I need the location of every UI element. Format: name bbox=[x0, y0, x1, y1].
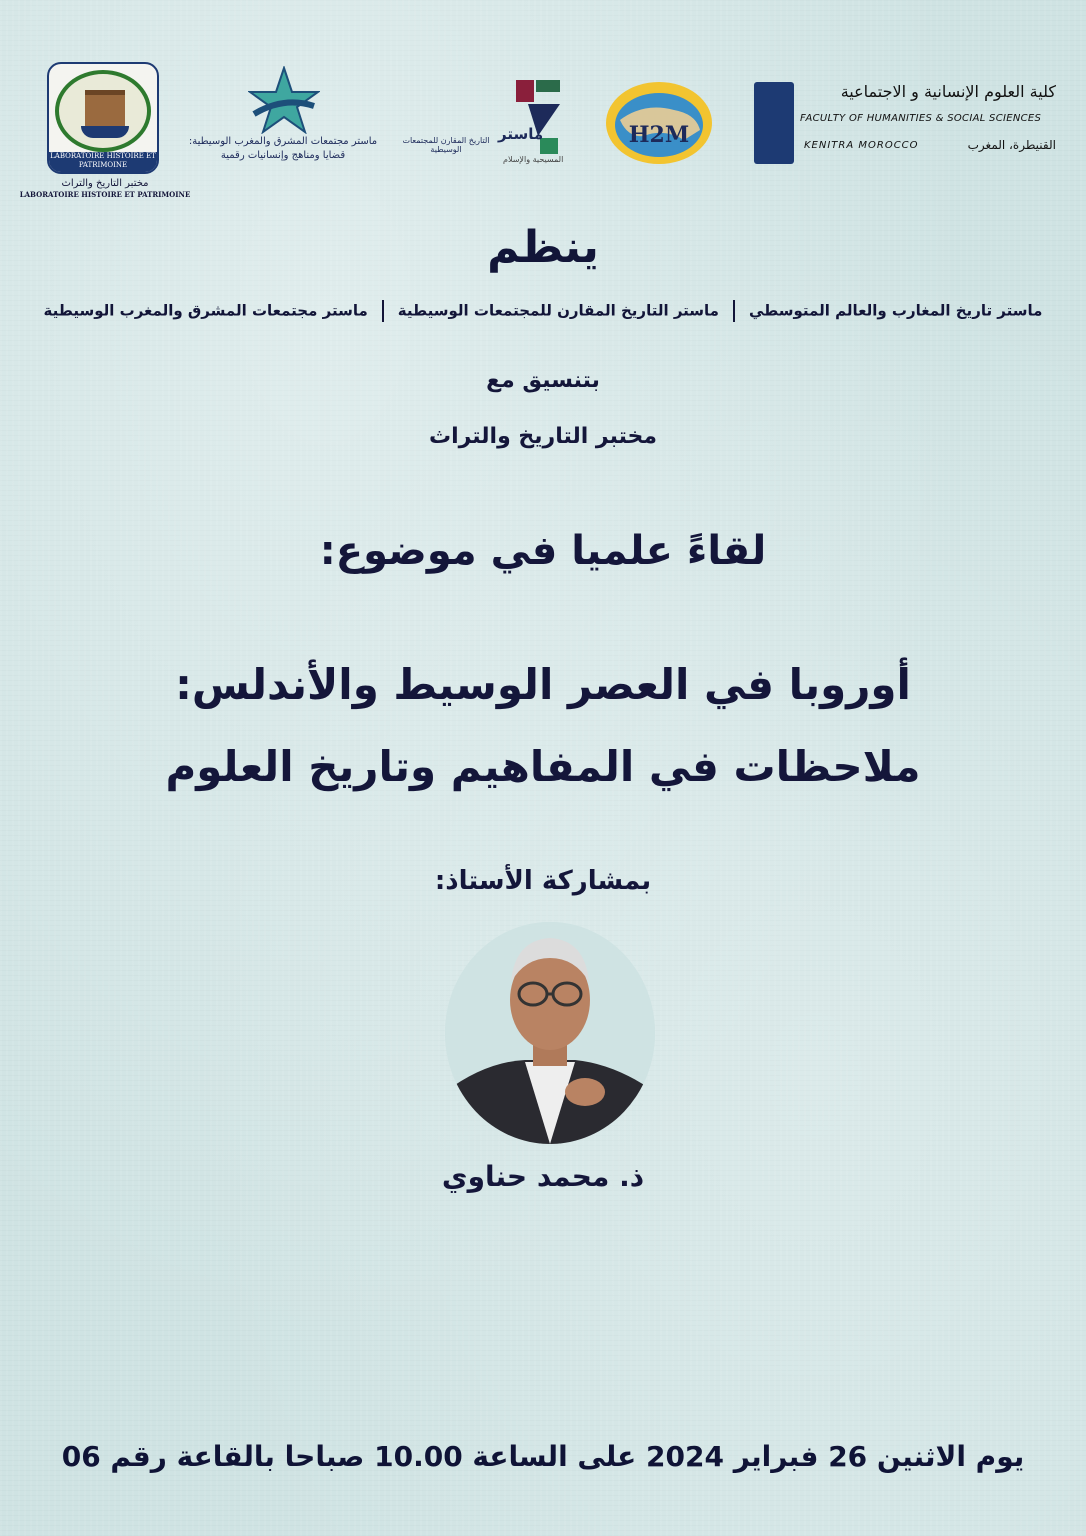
divider bbox=[382, 300, 384, 322]
star-caption-line-1: ماستر مجتمعات المشرق والمغرب الوسيطية: bbox=[188, 136, 378, 147]
master-item-1: ماستر تاريخ المغارب والعالم المتوسطي bbox=[748, 301, 1043, 320]
lab-logo bbox=[47, 62, 159, 174]
master-item-3: ماستر مجتمعات المشرق والمغرب الوسيطية bbox=[43, 301, 368, 320]
lab-logo-badge: LABORATOIRE HISTOIRE ET PATRIMOINE bbox=[49, 152, 157, 172]
faculty-city-en: KENITRA MOROCCO bbox=[804, 140, 919, 151]
divider bbox=[733, 300, 735, 322]
master-logo-caption: التاريخ المقارن للمجتمعات الوسيطية bbox=[402, 136, 490, 154]
faculty-name-ar: كلية العلوم الإنسانية و الاجتماعية bbox=[840, 82, 1056, 101]
master-logo-subcaption: المسيحية والإسلام bbox=[503, 155, 564, 164]
masters-list bbox=[0, 300, 1086, 322]
speaker-name: ذ. محمد حناوي bbox=[441, 1160, 645, 1193]
building-icon bbox=[85, 90, 125, 129]
organizes-heading: ينظم bbox=[487, 222, 599, 273]
master-item-2: ماستر التاريخ المقارن للمجتمعات الوسيطية bbox=[397, 301, 719, 320]
lab-caption-fr: LABORATOIRE HISTOIRE ET PATRIMOINE bbox=[19, 190, 191, 199]
master-logo-word: ماستر bbox=[498, 125, 544, 143]
coordination-label: بتنسيق مع bbox=[486, 368, 600, 393]
star-logo-caption bbox=[188, 135, 378, 163]
participation-label: بمشاركة الأستاذ: bbox=[434, 866, 652, 896]
lab-caption-ar: مختبر التاريخ والتراث bbox=[61, 178, 149, 189]
star-logo bbox=[248, 66, 320, 134]
speaker-photo bbox=[445, 922, 655, 1144]
lab-name: مختبر التاريخ والتراث bbox=[428, 424, 658, 449]
faculty-name-en: FACULTY OF HUMANITIES & SOCIAL SCIENCES bbox=[800, 113, 1042, 124]
h2m-logo bbox=[604, 80, 714, 166]
topic-title-line-2: ملاحظات في المفاهيم وتاريخ العلوم bbox=[165, 742, 921, 791]
meeting-heading: لقاءً علميا في موضوع: bbox=[319, 528, 767, 574]
book-icon bbox=[81, 126, 129, 138]
star-caption-line-2: قضايا ومناهج وإنسانيات رقمية bbox=[220, 150, 346, 161]
topic-title-line-1: أوروبا في العصر الوسيط والأندلس: bbox=[175, 660, 911, 709]
lab-emblem bbox=[55, 70, 151, 152]
faculty-city-ar: القنيطرة، المغرب bbox=[967, 138, 1056, 152]
h2m-text: H2M bbox=[628, 122, 690, 148]
event-datetime: يوم الاثنين 26 فبراير 2024 على الساعة 10.00 صباحا بالقاعة رقم 06 bbox=[61, 1440, 1025, 1473]
faculty-emblem bbox=[754, 82, 794, 164]
